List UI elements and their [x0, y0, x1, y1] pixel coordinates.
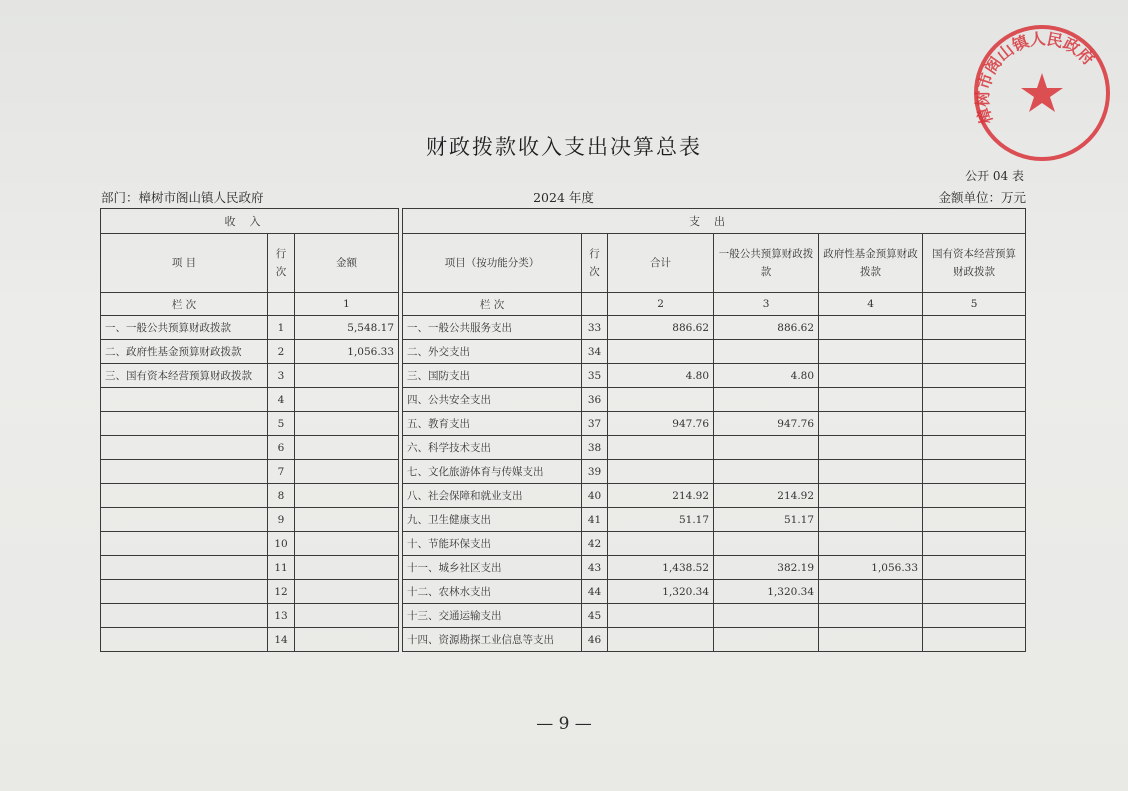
- income-row-no-cell: 6: [268, 436, 295, 460]
- expense-item-cell: 十二、农林水支出: [403, 580, 582, 604]
- fiscal-year: 2024 年度: [533, 190, 594, 205]
- expense-row-no-cell: 37: [582, 412, 608, 436]
- income-row-no-cell: 7: [268, 460, 295, 484]
- index-label-left: 栏 次: [101, 293, 268, 316]
- total-cell: [608, 604, 714, 628]
- expense-row-no-cell: 35: [582, 364, 608, 388]
- state-capital-cell: [923, 628, 1026, 652]
- index-col-3: 3: [714, 293, 819, 316]
- table-row: [101, 436, 1026, 460]
- index-row: [101, 293, 1026, 316]
- income-row-no-cell: 8: [268, 484, 295, 508]
- general-budget-cell: [714, 628, 819, 652]
- gov-fund-cell: 1,056.33: [819, 556, 923, 580]
- total-cell: 947.76: [608, 412, 714, 436]
- state-capital-cell: [923, 460, 1026, 484]
- general-budget-cell: 214.92: [714, 484, 819, 508]
- header-total: 合计: [608, 234, 714, 293]
- income-amount-cell: [295, 628, 399, 652]
- total-cell: 1,320.34: [608, 580, 714, 604]
- header-item: 项 目: [101, 234, 268, 293]
- state-capital-cell: [923, 364, 1026, 388]
- total-cell: 214.92: [608, 484, 714, 508]
- expense-row-no-cell: 43: [582, 556, 608, 580]
- income-row-no-cell: 9: [268, 508, 295, 532]
- total-cell: 886.62: [608, 316, 714, 340]
- department-label: 部门：樟树市阁山镇人民政府: [101, 190, 264, 205]
- table-row: [101, 460, 1026, 484]
- income-amount-cell: [295, 412, 399, 436]
- index-col-4: 4: [819, 293, 923, 316]
- index-col-1: 1: [295, 293, 399, 316]
- state-capital-cell: [923, 412, 1026, 436]
- expense-item-cell: 二、外交支出: [403, 340, 582, 364]
- income-item-cell: 二、政府性基金预算财政拨款: [101, 340, 268, 364]
- gov-fund-cell: [819, 316, 923, 340]
- expense-item-cell: 六、科学技术支出: [403, 436, 582, 460]
- gov-fund-cell: [819, 532, 923, 556]
- table-row: [101, 556, 1026, 580]
- income-amount-cell: [295, 364, 399, 388]
- state-capital-cell: [923, 340, 1026, 364]
- table-row: [101, 364, 1026, 388]
- total-cell: [608, 388, 714, 412]
- general-budget-cell: [714, 460, 819, 484]
- general-budget-cell: 947.76: [714, 412, 819, 436]
- income-row-no-cell: 3: [268, 364, 295, 388]
- income-amount-cell: 5,548.17: [295, 316, 399, 340]
- income-amount-cell: [295, 532, 399, 556]
- general-budget-cell: 382.19: [714, 556, 819, 580]
- state-capital-cell: [923, 532, 1026, 556]
- income-item-cell: [101, 460, 268, 484]
- state-capital-cell: [923, 388, 1026, 412]
- gov-fund-cell: [819, 580, 923, 604]
- expense-item-cell: 十一、城乡社区支出: [403, 556, 582, 580]
- state-capital-cell: [923, 556, 1026, 580]
- table-row: [101, 532, 1026, 556]
- table-body: [101, 316, 1026, 652]
- expense-row-no-cell: 46: [582, 628, 608, 652]
- section-header-row: [101, 209, 1026, 234]
- index-col-5: 5: [923, 293, 1026, 316]
- total-cell: [608, 532, 714, 556]
- expense-item-cell: 九、卫生健康支出: [403, 508, 582, 532]
- income-item-cell: [101, 388, 268, 412]
- expense-item-cell: 十三、交通运输支出: [403, 604, 582, 628]
- income-row-no-cell: 11: [268, 556, 295, 580]
- income-amount-cell: 1,056.33: [295, 340, 399, 364]
- state-capital-cell: [923, 436, 1026, 460]
- gov-fund-cell: [819, 604, 923, 628]
- income-row-no-cell: 13: [268, 604, 295, 628]
- gov-fund-cell: [819, 412, 923, 436]
- general-budget-cell: 886.62: [714, 316, 819, 340]
- gov-fund-cell: [819, 628, 923, 652]
- income-row-no-cell: 14: [268, 628, 295, 652]
- column-header-row: [101, 234, 1026, 293]
- gov-fund-cell: [819, 508, 923, 532]
- income-row-no-cell: 12: [268, 580, 295, 604]
- general-budget-cell: [714, 532, 819, 556]
- header-general-budget: 一般公共预算财政拨款: [714, 234, 819, 293]
- general-budget-cell: [714, 340, 819, 364]
- table-row: [101, 412, 1026, 436]
- total-cell: 4.80: [608, 364, 714, 388]
- income-amount-cell: [295, 460, 399, 484]
- income-item-cell: 三、国有资本经营预算财政拨款: [101, 364, 268, 388]
- income-item-cell: 一、一般公共预算财政拨款: [101, 316, 268, 340]
- index-col-2: 2: [608, 293, 714, 316]
- general-budget-cell: 1,320.34: [714, 580, 819, 604]
- expense-item-cell: 十、节能环保支出: [403, 532, 582, 556]
- income-item-cell: [101, 484, 268, 508]
- table-row: [101, 484, 1026, 508]
- income-amount-cell: [295, 436, 399, 460]
- gov-fund-cell: [819, 436, 923, 460]
- expense-row-no-cell: 36: [582, 388, 608, 412]
- state-capital-cell: [923, 508, 1026, 532]
- income-amount-cell: [295, 556, 399, 580]
- table-row: [101, 580, 1026, 604]
- income-item-cell: [101, 580, 268, 604]
- income-amount-cell: [295, 508, 399, 532]
- total-cell: 1,438.52: [608, 556, 714, 580]
- expense-item-cell: 三、国防支出: [403, 364, 582, 388]
- header-gov-fund: 政府性基金预算财政拨款: [819, 234, 923, 293]
- expense-item-cell: 八、社会保障和就业支出: [403, 484, 582, 508]
- income-row-no-cell: 5: [268, 412, 295, 436]
- income-item-cell: [101, 436, 268, 460]
- total-cell: [608, 460, 714, 484]
- income-item-cell: [101, 604, 268, 628]
- state-capital-cell: [923, 604, 1026, 628]
- expense-row-no-cell: 40: [582, 484, 608, 508]
- table-row: [101, 388, 1026, 412]
- table-row: [101, 628, 1026, 652]
- income-row-no-cell: 10: [268, 532, 295, 556]
- index-label-right: 栏 次: [403, 293, 582, 316]
- header-func-item: 项目（按功能分类）: [403, 234, 582, 293]
- gov-fund-cell: [819, 340, 923, 364]
- income-item-cell: [101, 412, 268, 436]
- expense-item-cell: 十四、资源勘探工业信息等支出: [403, 628, 582, 652]
- total-cell: [608, 628, 714, 652]
- income-row-no-cell: 1: [268, 316, 295, 340]
- page-title: 财政拨款收入支出决算总表: [426, 135, 702, 159]
- general-budget-cell: [714, 436, 819, 460]
- expense-item-cell: 四、公共安全支出: [403, 388, 582, 412]
- gov-fund-cell: [819, 484, 923, 508]
- general-budget-cell: [714, 388, 819, 412]
- expense-row-no-cell: 33: [582, 316, 608, 340]
- expense-row-no-cell: 34: [582, 340, 608, 364]
- income-amount-cell: [295, 388, 399, 412]
- general-budget-cell: 4.80: [714, 364, 819, 388]
- income-amount-cell: [295, 580, 399, 604]
- expense-item-cell: 五、教育支出: [403, 412, 582, 436]
- header-row-no-2: 行次: [582, 234, 608, 293]
- header-amount: 金额: [295, 234, 399, 293]
- total-cell: [608, 436, 714, 460]
- table-row: [101, 340, 1026, 364]
- total-cell: [608, 340, 714, 364]
- header-row-no: 行次: [268, 234, 295, 293]
- budget-table: [100, 208, 1026, 652]
- expense-row-no-cell: 45: [582, 604, 608, 628]
- income-item-cell: [101, 532, 268, 556]
- form-number: 公开 04 表: [965, 169, 1024, 183]
- expense-item-cell: 七、文化旅游体育与传媒支出: [403, 460, 582, 484]
- expense-row-no-cell: 41: [582, 508, 608, 532]
- income-row-no-cell: 2: [268, 340, 295, 364]
- amount-unit: 金额单位：万元: [938, 190, 1026, 205]
- gov-fund-cell: [819, 388, 923, 412]
- state-capital-cell: [923, 484, 1026, 508]
- meta-row: [101, 188, 1026, 206]
- page-number: — 9 —: [536, 714, 592, 734]
- svg-text:樟树市阁山镇人民政府: 樟树市阁山镇人民政府: [973, 29, 1099, 127]
- expense-item-cell: 一、一般公共服务支出: [403, 316, 582, 340]
- expense-row-no-cell: 39: [582, 460, 608, 484]
- table-row: [101, 604, 1026, 628]
- income-section-label: 收入: [101, 209, 399, 234]
- table-row: [101, 316, 1026, 340]
- header-state-capital: 国有资本经营预算财政拨款: [923, 234, 1026, 293]
- expense-row-no-cell: 38: [582, 436, 608, 460]
- income-item-cell: [101, 556, 268, 580]
- state-capital-cell: [923, 580, 1026, 604]
- expense-section-label: 支出: [403, 209, 1026, 234]
- total-cell: 51.17: [608, 508, 714, 532]
- gov-fund-cell: [819, 460, 923, 484]
- state-capital-cell: [923, 316, 1026, 340]
- income-amount-cell: [295, 604, 399, 628]
- expense-row-no-cell: 44: [582, 580, 608, 604]
- general-budget-cell: 51.17: [714, 508, 819, 532]
- income-amount-cell: [295, 484, 399, 508]
- gov-fund-cell: [819, 364, 923, 388]
- expense-row-no-cell: 42: [582, 532, 608, 556]
- income-row-no-cell: 4: [268, 388, 295, 412]
- income-item-cell: [101, 628, 268, 652]
- table-row: [101, 508, 1026, 532]
- income-item-cell: [101, 508, 268, 532]
- general-budget-cell: [714, 604, 819, 628]
